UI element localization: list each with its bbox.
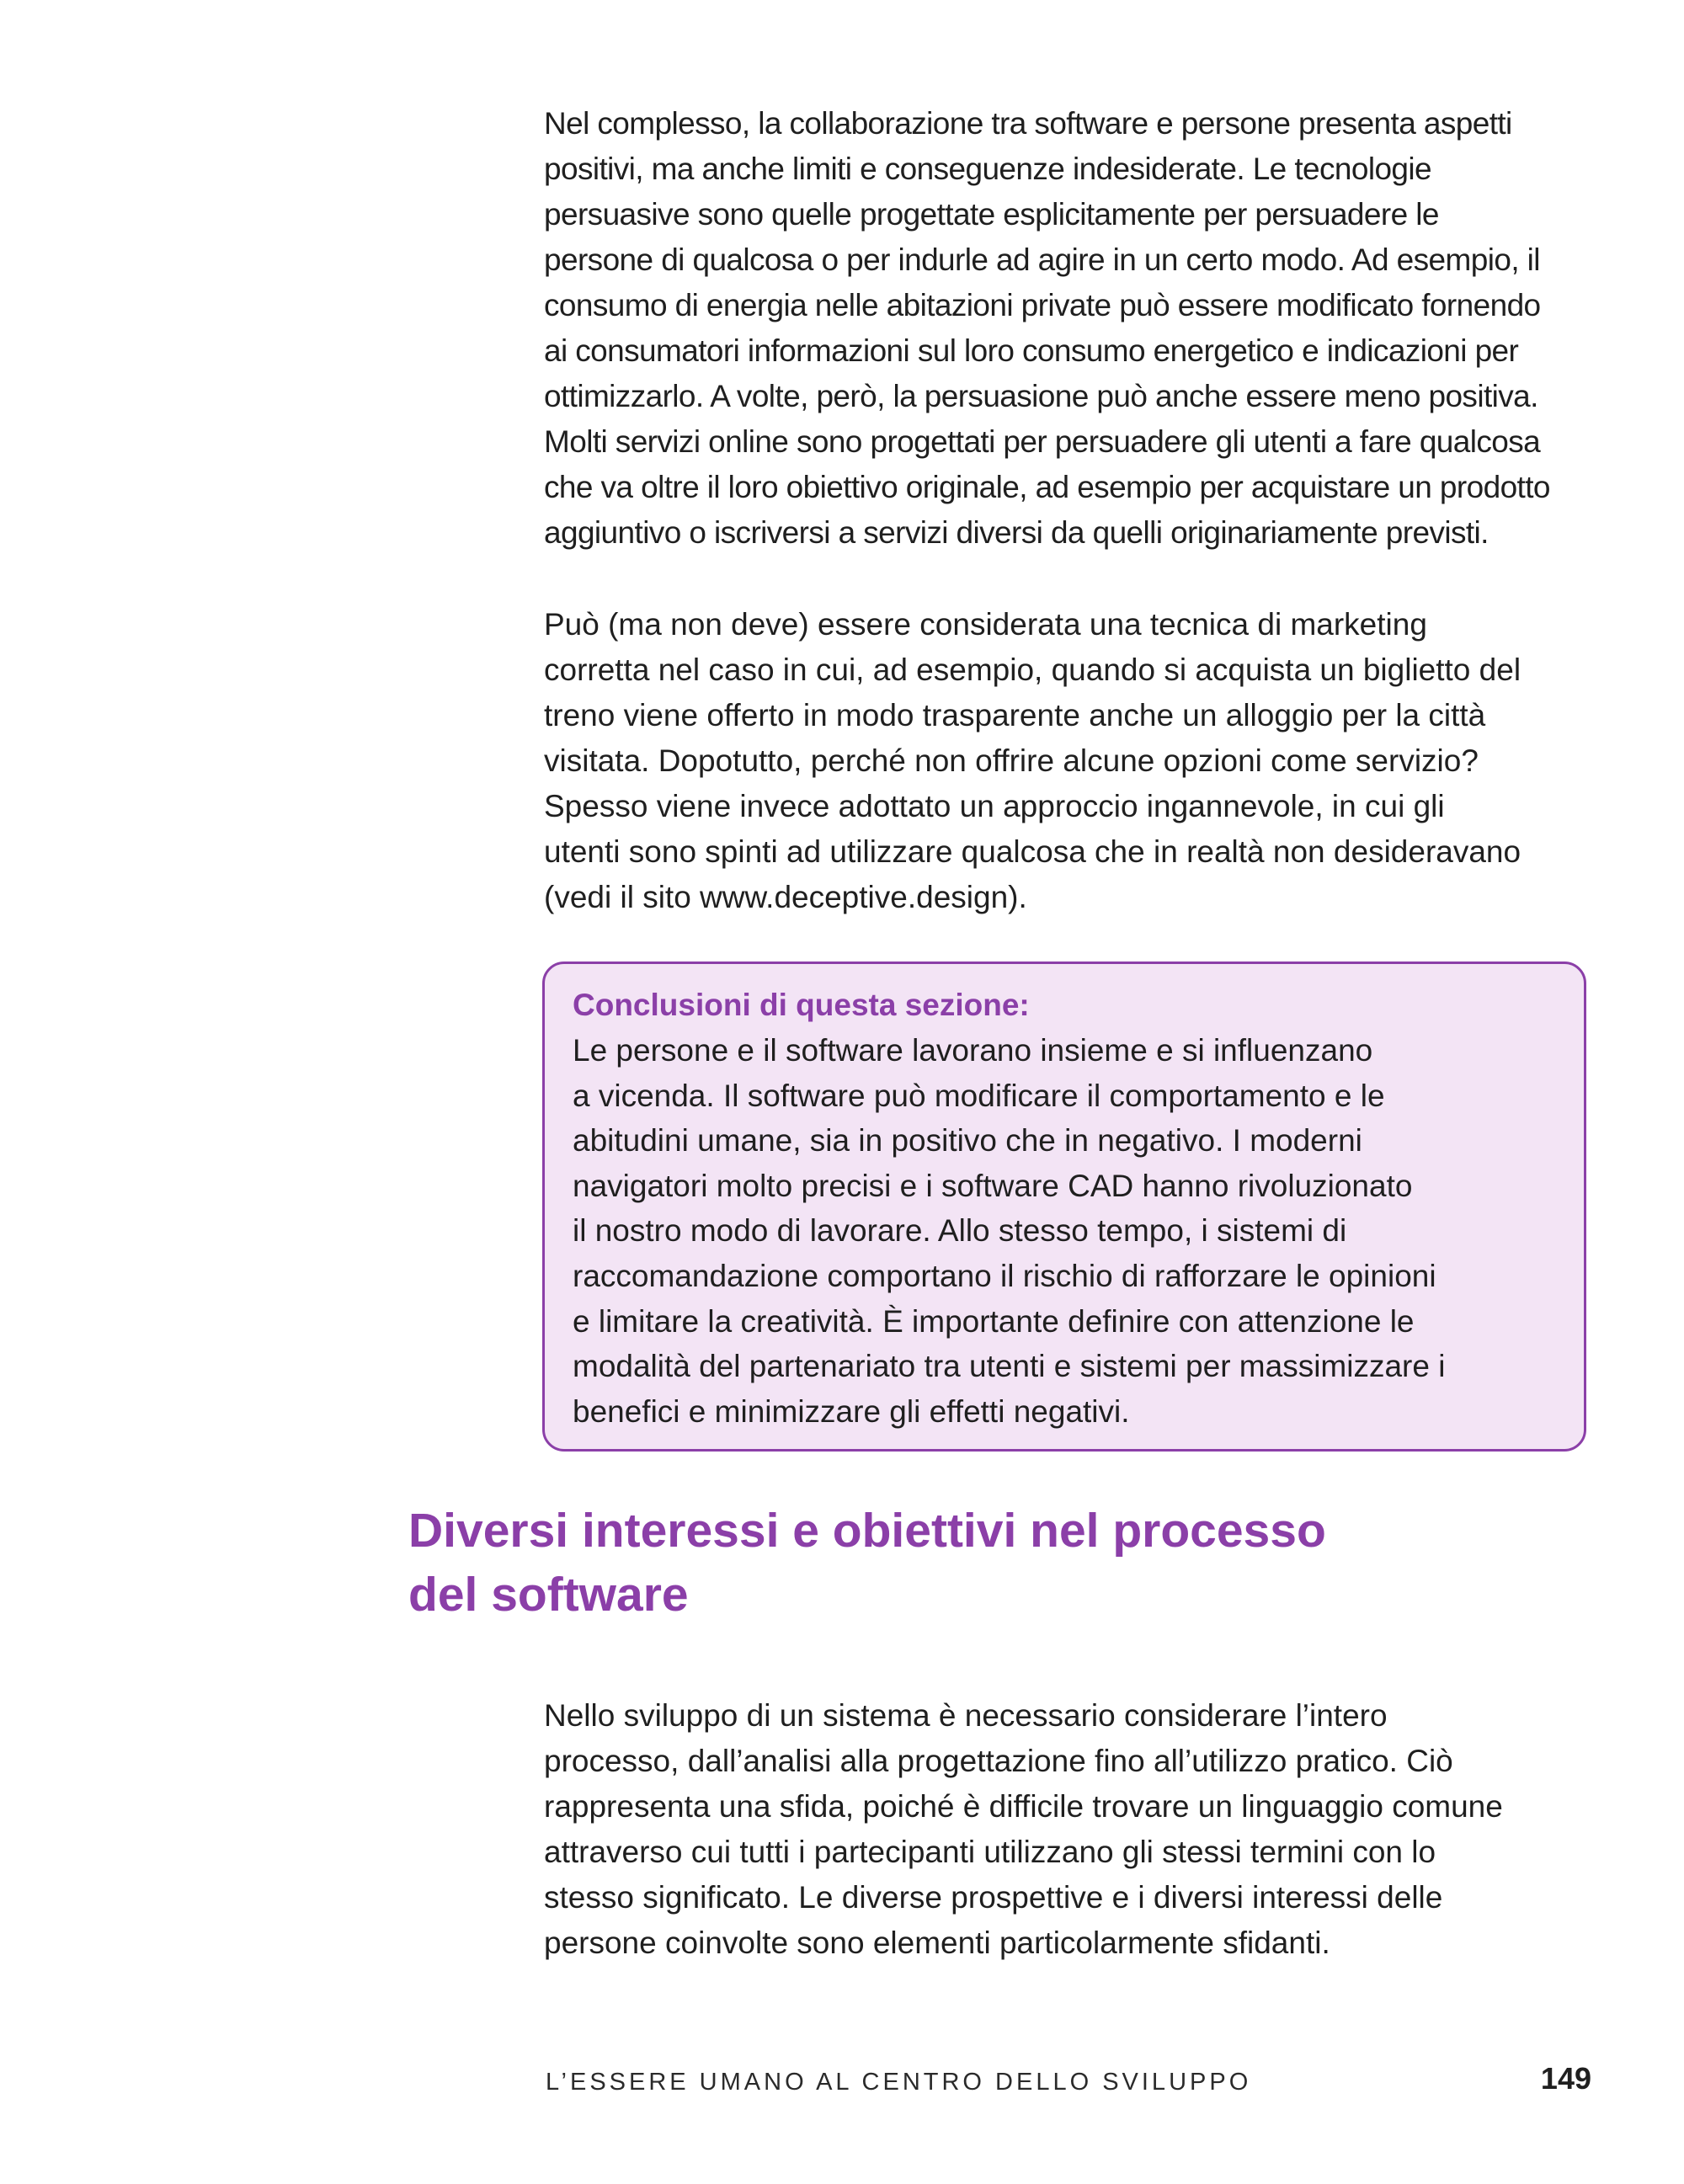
section-conclusions-box bbox=[542, 961, 1586, 1452]
section-conclusions-title: Conclusioni di questa sezione: bbox=[573, 988, 1030, 1022]
body-paragraph-persuasive-technology: Nel complesso, la collaborazione tra software e persone presenta aspetti positivi, ma anche limiti e conseguenze indesiderate. Le tecnologie persuasive sono quelle progettate esplicitamente per persuadere le persone di qualcosa o per indurle ad agire in un certo modo. Ad esempio, il consumo di energia nelle abitazioni private può essere modificato fornendo ai consumatori informazioni sul loro consumo energetico e indicazioni per ottimizzarlo. A volte, però, la persuasione può anche essere meno positiva. Molti servizi online sono progettati per persuadere gli utenti a fare qualcosa che va oltre il loro obiettivo originale, ad esempio per acquistare un prodotto aggiuntivo o iscriversi a servizi diversi da quelli originariamente previsti. bbox=[544, 106, 1550, 550]
page-number: 149 bbox=[1540, 2061, 1591, 2096]
section-conclusions-text: Le persone e il software lavorano insieme e si influenzano a vicenda. Il software può modificare il comportamento e le abitudini umane, sia in positivo che in negativo. I moderni navigatori molto precisi e i software CAD hanno rivoluzionato il nostro modo di lavorare. Allo stesso tempo, i sistemi di raccomandazione comportano il rischio di rafforzare le opinioni e limitare la creatività. È importante definire con attenzione le modalità del partenariato tra utenti e sistemi per massimizzare i benefici e minimizzare gli effetti negativi. bbox=[573, 1033, 1446, 1429]
section-heading: Diversi interessi e obiettivi nel processo del software bbox=[408, 1504, 1326, 1622]
running-footer-title: L’ESSERE UMANO AL CENTRO DELLO SVILUPPO bbox=[546, 2069, 1252, 2096]
body-paragraph-marketing: Può (ma non deve) essere considerata una tecnica di marketing corretta nel caso in cui, ad esempio, quando si acquista un biglietto del treno viene offerto in modo trasparente anche un alloggio per la città visitata. Dopotutto, perché non offrire alcune opzioni come servizio? Spesso viene invece adottato un approccio ingannevole, in cui gli utenti sono spinti ad utilizzare qualcosa che in realtà non desideravano (vedi il sito www.deceptive.design). bbox=[544, 607, 1521, 914]
body-paragraph-development-process: Nello sviluppo di un sistema è necessario considerare l’intero processo, dall’analisi alla progettazione fino all’utilizzo pratico. Ciò rappresenta una sfida, poiché è difficile trovare un linguaggio comune attraverso cui tutti i partecipanti utilizzano gli stessi termini con lo stesso significato. Le diverse prospettive e i diversi interessi delle persone coinvolte sono elementi particolarmente sfidanti. bbox=[544, 1698, 1503, 1960]
